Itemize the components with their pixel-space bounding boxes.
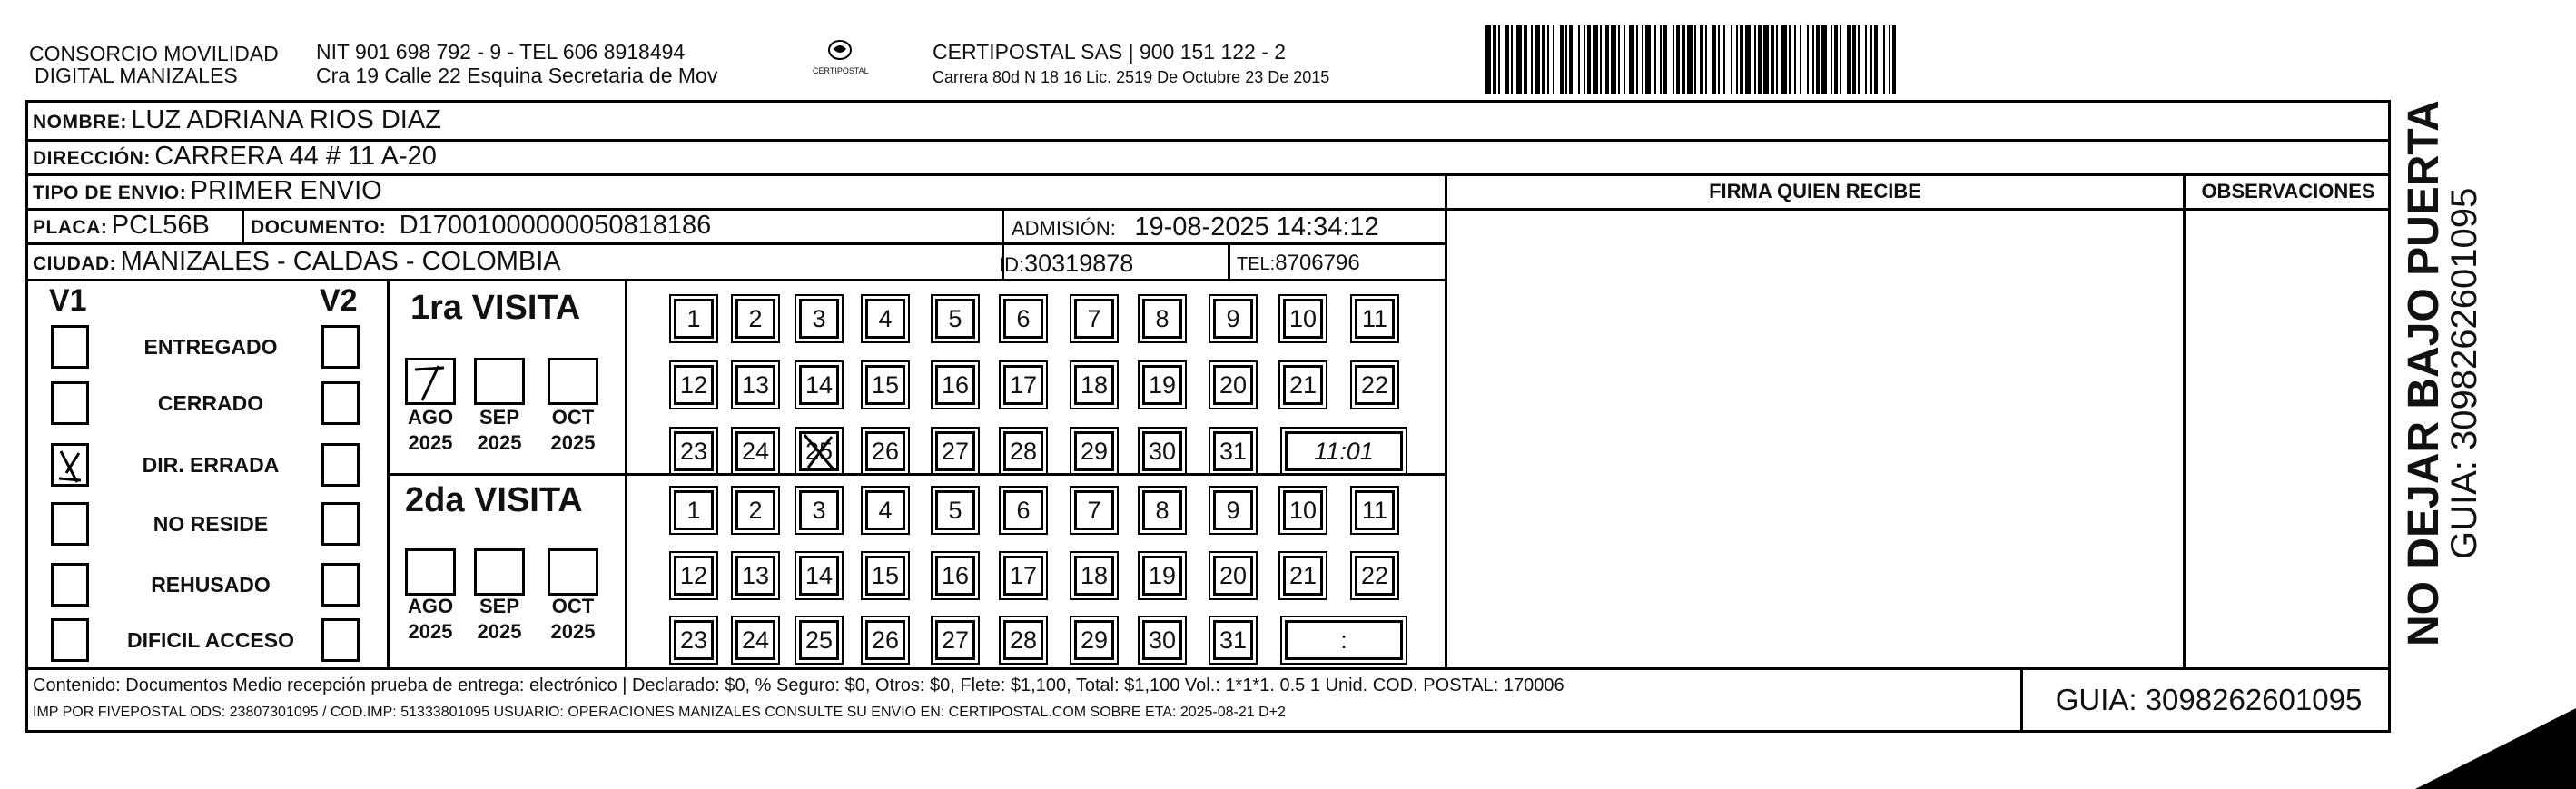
- day-box[interactable]: [1003, 556, 1043, 596]
- v1-checkbox[interactable]: [51, 502, 89, 546]
- id-value: 30319878: [1024, 250, 1134, 277]
- documento-row: [251, 211, 711, 244]
- v1-checkbox[interactable]: [51, 563, 89, 607]
- day-number: 8: [1155, 305, 1170, 332]
- day-number: 8: [1155, 497, 1170, 524]
- month-label: OCT: [551, 595, 595, 617]
- day-box[interactable]: [1213, 299, 1253, 339]
- admision-row: [1012, 212, 1379, 246]
- day-number: 7: [1087, 497, 1101, 524]
- guia-footer: GUIA: 3098262601095: [2055, 683, 2363, 716]
- observaciones-area[interactable]: [2186, 211, 2391, 667]
- day-number: 21: [1288, 562, 1318, 589]
- v1-checkbox[interactable]: [51, 618, 89, 662]
- day-box[interactable]: [1283, 490, 1323, 530]
- company-address: Cra 19 Calle 22 Esquina Secretaria de Mov: [316, 64, 718, 87]
- day-number: 26: [871, 626, 900, 654]
- v2-checkbox[interactable]: [321, 502, 360, 546]
- day-number: 20: [1219, 562, 1248, 589]
- ciudad-row: [33, 247, 561, 281]
- admision-label: ADMISIÓN:: [1012, 217, 1116, 240]
- day-number: 11: [1361, 497, 1388, 524]
- year-label: 2025: [408, 431, 453, 454]
- day-box[interactable]: [935, 299, 975, 339]
- day-box[interactable]: [799, 299, 839, 339]
- day-box[interactable]: [735, 299, 775, 339]
- day-number: 12: [679, 371, 708, 399]
- barcode: [1485, 25, 2212, 94]
- day-number: 10: [1288, 497, 1318, 524]
- page-edge-shadow: [2406, 708, 2576, 789]
- certipostal-logo: [813, 38, 867, 75]
- month-checkbox-oct[interactable]: [548, 548, 598, 596]
- v2-header: V2: [320, 283, 358, 318]
- ciudad-label: CIUDAD:: [33, 253, 117, 274]
- day-box[interactable]: [1213, 365, 1253, 405]
- v1-checkbox[interactable]: [51, 325, 89, 369]
- day-box[interactable]: [674, 431, 714, 471]
- day-number: 28: [1009, 438, 1038, 465]
- day-number: 22: [1360, 371, 1389, 399]
- day-number: 5: [948, 305, 962, 332]
- day-box[interactable]: [799, 490, 839, 530]
- barcode-bar: [1896, 25, 1898, 94]
- firma-header: FIRMA QUIEN RECIBE: [1709, 180, 1921, 202]
- day-number: 1: [686, 497, 701, 524]
- year-label: 2025: [408, 620, 453, 643]
- imp-text: IMP POR FIVEPOSTAL ODS: 23807301095 / COD.IMP: 51333801095 USUARIO: OPERACIONES MANIZALES CONSULTE SU ENVIO EN: CERTIPOSTAL.COM SOBRE ETA: 2025-08-21 D+2: [33, 705, 1286, 720]
- year-label: 2025: [550, 431, 596, 454]
- day-box[interactable]: [1355, 556, 1395, 596]
- day-number: 25: [804, 438, 834, 465]
- observaciones-header: OBSERVACIONES: [2201, 180, 2375, 202]
- status-label: DIR. ERRADA: [142, 453, 280, 477]
- day-number: 6: [1016, 497, 1031, 524]
- day-number: 30: [1148, 626, 1177, 654]
- v2-checkbox[interactable]: [321, 618, 360, 662]
- day-number: 31: [1219, 626, 1248, 654]
- day-number: 5: [948, 497, 962, 524]
- day-box[interactable]: [865, 620, 905, 660]
- day-number: 18: [1080, 562, 1109, 589]
- nombre-row: [33, 105, 441, 139]
- day-number: 29: [1080, 626, 1109, 654]
- day-box[interactable]: [674, 490, 714, 530]
- day-box[interactable]: [1003, 490, 1043, 530]
- day-number: 17: [1009, 562, 1038, 589]
- day-box[interactable]: [799, 365, 839, 405]
- day-box[interactable]: [674, 620, 714, 660]
- certipostal-logo-text: CERTIPOSTAL: [813, 66, 869, 75]
- day-box[interactable]: [865, 365, 905, 405]
- month-label: AGO: [407, 595, 454, 617]
- day-box[interactable]: [865, 490, 905, 530]
- day-box[interactable]: [935, 431, 975, 471]
- day-box[interactable]: [1213, 431, 1253, 471]
- id-label: ID:: [999, 253, 1025, 276]
- day-box[interactable]: [1142, 299, 1182, 339]
- day-box[interactable]: [1142, 365, 1182, 405]
- no-dejar-bajo-puerta: NO DEJAR BAJO PUERTA: [2400, 100, 2448, 646]
- day-number: 29: [1080, 438, 1109, 465]
- day-number: 4: [878, 497, 893, 524]
- handwritten-x-mark: [799, 431, 839, 471]
- day-box[interactable]: [674, 299, 714, 339]
- day-number: 2: [748, 497, 763, 524]
- day-box[interactable]: [1213, 490, 1253, 530]
- day-box[interactable]: [799, 556, 839, 596]
- documento-value: D17001000000050818186: [399, 211, 712, 240]
- day-number: 4: [878, 305, 893, 332]
- day-number: 13: [741, 562, 770, 589]
- day-box[interactable]: [674, 556, 714, 596]
- day-box[interactable]: [1283, 365, 1323, 405]
- day-number: 22: [1360, 562, 1389, 589]
- day-number: 26: [871, 438, 900, 465]
- day-number: 25: [804, 626, 834, 654]
- day-number: 19: [1148, 562, 1177, 589]
- v2-checkbox[interactable]: [321, 381, 360, 425]
- day-number: 2: [748, 305, 763, 332]
- status-label: ENTREGADO: [143, 335, 278, 359]
- day-box[interactable]: [1213, 620, 1253, 660]
- day-number: 9: [1226, 305, 1240, 332]
- month-checkbox-sep[interactable]: [474, 548, 525, 596]
- tipo-envio-value: PRIMER ENVIO: [190, 176, 382, 205]
- day-number: 6: [1016, 305, 1031, 332]
- day-number: 31: [1219, 438, 1248, 465]
- certipostal-logo-icon: [826, 38, 854, 62]
- year-label: 2025: [477, 431, 522, 454]
- status-label: REHUSADO: [151, 573, 271, 597]
- day-box[interactable]: [935, 365, 975, 405]
- day-number: 14: [804, 562, 834, 589]
- status-label: CERRADO: [157, 391, 264, 415]
- second-visit-title: 2da VISITA: [405, 481, 583, 519]
- day-number: 10: [1288, 305, 1318, 332]
- day-box[interactable]: [865, 299, 905, 339]
- day-number: 19: [1148, 371, 1177, 399]
- tel-value: 8706796: [1275, 251, 1360, 275]
- day-box[interactable]: [735, 556, 775, 596]
- day-box[interactable]: [1283, 556, 1323, 596]
- year-label: 2025: [550, 620, 596, 643]
- month-checkbox-sep[interactable]: [474, 358, 525, 405]
- first-visit-time[interactable]: 11:01: [1285, 431, 1403, 471]
- day-box[interactable]: [1142, 431, 1182, 471]
- month-label: SEP: [479, 406, 520, 429]
- day-number: 23: [679, 438, 708, 465]
- day-number: 16: [941, 562, 970, 589]
- month-checkbox-ago[interactable]: [405, 548, 456, 596]
- v1-checkbox[interactable]: [51, 381, 89, 425]
- day-box[interactable]: [1074, 490, 1114, 530]
- day-number: 27: [941, 438, 970, 465]
- day-box[interactable]: [1355, 490, 1395, 530]
- day-number: 30: [1148, 438, 1177, 465]
- day-box[interactable]: [1074, 556, 1114, 596]
- tel-row: [1237, 249, 1360, 281]
- tipo-envio-row: [33, 176, 382, 210]
- day-number: 12: [679, 562, 708, 589]
- day-number: 21: [1288, 371, 1318, 399]
- day-box[interactable]: [735, 365, 775, 405]
- second-visit-time[interactable]: :: [1285, 620, 1403, 660]
- day-number: 1: [686, 305, 701, 332]
- day-number: 14: [804, 371, 834, 399]
- v2-checkbox[interactable]: [321, 563, 360, 607]
- day-box[interactable]: [1355, 299, 1395, 339]
- day-number: 24: [741, 438, 770, 465]
- day-number: 15: [871, 371, 900, 399]
- direccion-label: DIRECCIÓN:: [33, 148, 151, 169]
- day-number: 27: [941, 626, 970, 654]
- day-number: 18: [1080, 371, 1109, 399]
- ciudad-value: MANIZALES - CALDAS - COLOMBIA: [120, 247, 561, 276]
- contenido-text: Contenido: Documentos Medio recepción prueba de entrega: electrónico | Declarado: $0, % Seguro: $0, Otros: $0, Flete: $1,100, Total: $1,100 Vol.: 1*1*1. 0.5 1 Unid. COD. POSTAL: 170006: [33, 676, 1564, 695]
- day-box[interactable]: [674, 365, 714, 405]
- company-name-line1: CONSORCIO MOVILIDAD: [29, 42, 279, 65]
- certipostal-license: Carrera 80d N 18 16 Lic. 2519 De Octubre 23 De 2015: [933, 68, 1330, 86]
- day-box[interactable]: [735, 431, 775, 471]
- day-box[interactable]: [865, 556, 905, 596]
- placa-row: [33, 211, 210, 244]
- day-box[interactable]: [799, 620, 839, 660]
- day-box[interactable]: [735, 620, 775, 660]
- day-number: 13: [741, 371, 770, 399]
- day-box[interactable]: [1142, 490, 1182, 530]
- guia-side: GUIA: 3098262601095: [2444, 187, 2484, 559]
- month-label: AGO: [407, 406, 454, 429]
- month-checkbox-ago[interactable]: [405, 358, 456, 405]
- day-box[interactable]: [1003, 365, 1043, 405]
- v1-checkbox[interactable]: [51, 443, 89, 487]
- company-nit: NIT 901 698 792 - 9 - TEL 606 8918494: [316, 40, 686, 64]
- day-number: 24: [741, 626, 770, 654]
- day-box[interactable]: [1003, 620, 1043, 660]
- day-box[interactable]: [1074, 365, 1114, 405]
- id-row: [999, 249, 1133, 282]
- day-number: 3: [812, 305, 826, 332]
- day-box[interactable]: [799, 431, 839, 471]
- day-box[interactable]: [1142, 556, 1182, 596]
- nombre-value: LUZ ADRIANA RIOS DIAZ: [131, 105, 441, 134]
- placa-label: PLACA:: [33, 217, 108, 238]
- day-box[interactable]: [735, 490, 775, 530]
- day-box[interactable]: [1003, 299, 1043, 339]
- tipo-envio-label: TIPO DE ENVIO:: [33, 182, 187, 203]
- day-number: 28: [1009, 626, 1038, 654]
- day-number: 16: [941, 371, 970, 399]
- documento-label: DOCUMENTO:: [251, 217, 387, 238]
- status-label: DIFICIL ACCESO: [126, 628, 294, 652]
- admision-value: 19-08-2025 14:34:12: [1134, 212, 1379, 242]
- v2-checkbox[interactable]: [321, 325, 360, 369]
- month-label: OCT: [551, 406, 595, 429]
- direccion-value: CARRERA 44 # 11 A-20: [154, 142, 437, 171]
- day-box[interactable]: [1283, 299, 1323, 339]
- v1-header: V1: [49, 283, 87, 318]
- certipostal-info: CERTIPOSTAL SAS | 900 151 122 - 2: [933, 40, 1287, 64]
- day-box[interactable]: [935, 620, 975, 660]
- day-number: 9: [1226, 497, 1240, 524]
- handwritten-x-mark: [54, 446, 86, 484]
- status-label: NO RESIDE: [153, 512, 269, 536]
- day-box[interactable]: [865, 431, 905, 471]
- day-box[interactable]: [1074, 299, 1114, 339]
- handwritten-check-mark: [408, 360, 453, 402]
- day-box[interactable]: [1355, 365, 1395, 405]
- day-number: 15: [871, 562, 900, 589]
- day-number: 23: [679, 626, 708, 654]
- month-checkbox-oct[interactable]: [548, 358, 598, 405]
- month-label: SEP: [479, 595, 520, 617]
- day-box[interactable]: [1142, 620, 1182, 660]
- day-box[interactable]: [1074, 620, 1114, 660]
- nombre-label: NOMBRE:: [33, 112, 127, 133]
- placa-value: PCL56B: [111, 211, 210, 240]
- day-box[interactable]: [935, 490, 975, 530]
- first-visit-title: 1ra VISITA: [410, 289, 581, 327]
- day-box[interactable]: [1003, 431, 1043, 471]
- day-number: 11: [1361, 305, 1388, 332]
- day-box[interactable]: [1213, 556, 1253, 596]
- year-label: 2025: [477, 620, 522, 643]
- tel-label: TEL:: [1237, 254, 1276, 274]
- company-name-line2: DIGITAL MANIZALES: [35, 64, 238, 87]
- day-number: 20: [1219, 371, 1248, 399]
- day-box[interactable]: [1074, 431, 1114, 471]
- day-number: 17: [1009, 371, 1038, 399]
- firma-area[interactable]: [1447, 211, 2183, 667]
- direccion-row: [33, 142, 437, 175]
- v2-checkbox[interactable]: [321, 443, 360, 487]
- day-number: 7: [1087, 305, 1101, 332]
- day-box[interactable]: [935, 556, 975, 596]
- day-number: 3: [812, 497, 826, 524]
